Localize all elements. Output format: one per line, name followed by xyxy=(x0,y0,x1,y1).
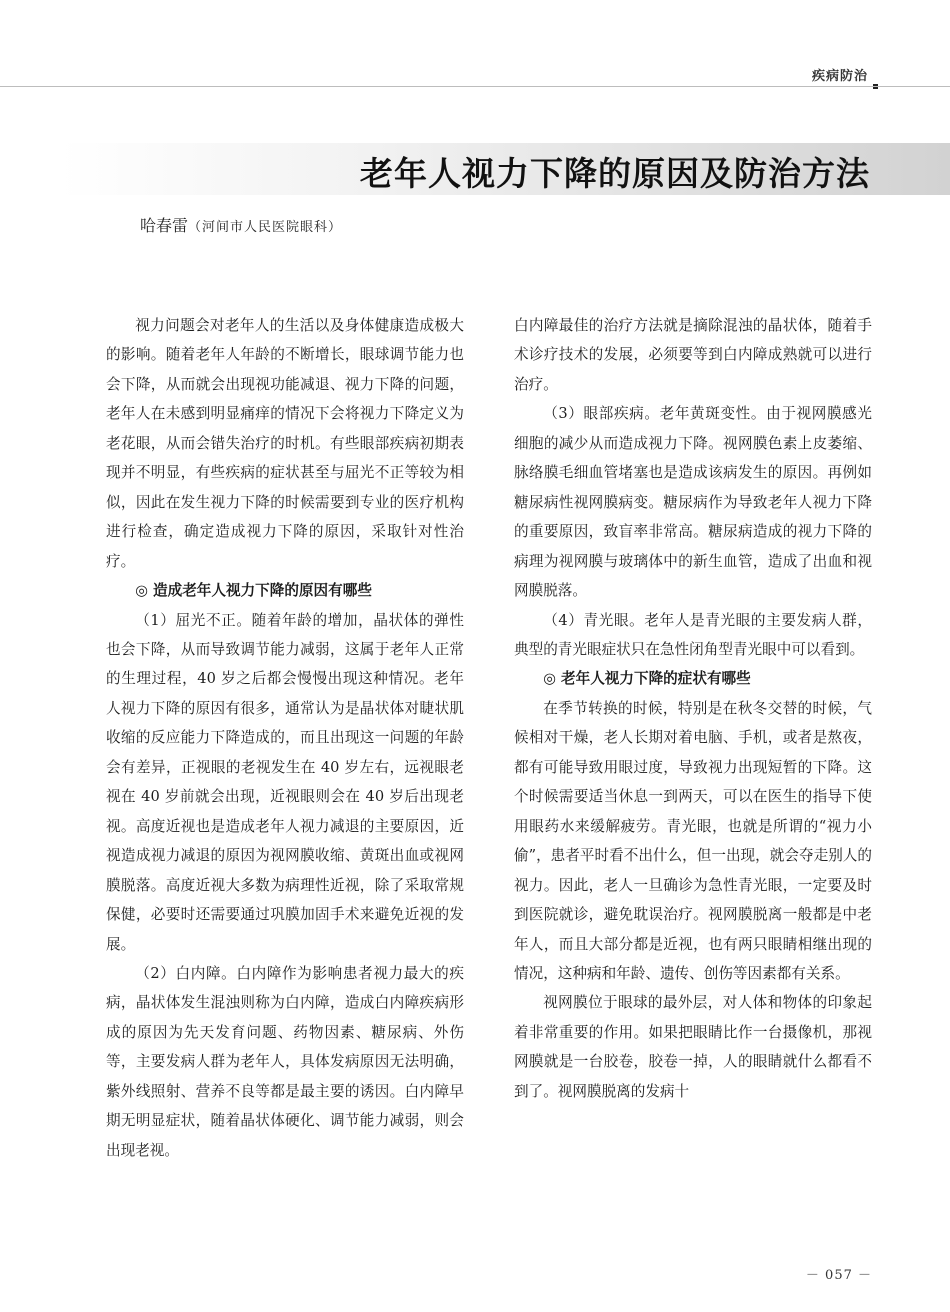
author-name: 哈春雷 xyxy=(140,216,189,235)
article-title: 老年人视力下降的原因及防治方法 xyxy=(360,154,870,193)
paragraph-refractive-error: （1）屈光不正。随着年龄的增加，晶状体的弹性也会下降，从而导致调节能力减弱，这属于老年人正常的生理过程，40 岁之后都会慢慢出现这种情况。老年人视力下降的原因有很多，通常认为是晶状体对睫状肌收缩的反应能力下降造成的，而且出现这一问题的年龄会有差异，正视眼的老视发生在 40 岁左右，远视眼老视在 40 岁前就会出现，近视眼则会在 40 岁后出现老视。高度近视也是造成老年人视力减退的主要原因，近视造成视力减退的原因为视网膜收缩、黄斑出血或视网膜脱落。高度近视大多数为病理性近视，除了采取常规保健，必要时还需要通过巩膜加固手术来避免近视的发展。 xyxy=(106,611,464,953)
left-column xyxy=(106,311,464,1165)
paragraph-cataract: （2）白内障。白内障作为影响患者视力最大的疾病，晶状体发生混浊则称为白内障，造成白内障疾病形成的原因为先天发育问题、药物因素、糖尿病、外伤等，主要发病人群为老年人，具体发病原因无法明确，紫外线照射、营养不良等都是最主要的诱因。白内障早期无明显症状，随着晶状体硬化、调节能力减弱，则会出现老视。 xyxy=(106,964,464,1159)
section-heading-symptoms: ◎ 老年人视力下降的症状有哪些 xyxy=(543,670,751,688)
author-affiliation: （河间市人民医院眼科） xyxy=(188,220,343,235)
byline xyxy=(140,213,342,236)
page-number: － 057 － xyxy=(805,1268,872,1283)
paragraph-eye-disease: （3）眼部疾病。老年黄斑变性。由于视网膜感光细胞的减少从而造成视力下降。视网膜色素上皮萎缩、脉络膜毛细血管堵塞也是造成该病发生的原因。再例如糖尿病性视网膜病变。糖尿病作为导致老年人视力下降的重要原因，致盲率非常高。糖尿病造成的视力下降的病理为视网膜与玻璃体中的新生血管，造成了出血和视网膜脱落。 xyxy=(514,405,872,600)
paragraph-retina: 视网膜位于眼球的最外层，对人体和物体的印象起着非常重要的作用。如果把眼睛比作一台摄像机，那视网膜就是一台胶卷，胶卷一掉，人的眼睛就什么都看不到了。视网膜脱离的发病十 xyxy=(514,994,872,1100)
paragraph-glaucoma: （4）青光眼。老年人是青光眼的主要发病人群，典型的青光眼症状只在急性闭角型青光眼中可以看到。 xyxy=(514,611,872,658)
paragraph-symptoms: 在季节转换的时候，特别是在秋冬交替的时候，气候相对干燥，老人长期对着电脑、手机，或者是熬夜，都有可能导致用眼过度，导致视力出现短暂的下降。这个时候需要适当休息一到两天，可以在医生的指导下使用眼药水来缓解疲劳。青光眼，也就是所谓的“视力小偷”，患者平时看不出什么，但一出现，就会夺走别人的视力。因此，老人一旦确诊为急性青光眼，一定要及时到医院就诊，避免耽误治疗。视网膜脱离一般都是中老年人，而且大部分都是近视，也有两只眼睛相继出现的情况，这种病和年龄、遗传、创伤等因素都有关系。 xyxy=(514,699,872,982)
header-divider xyxy=(0,86,950,87)
right-column xyxy=(514,311,872,1106)
section-label: 疾病防治 xyxy=(811,69,868,84)
paragraph-cataract-continued: 白内障最佳的治疗方法就是摘除混浊的晶状体，随着手术诊疗技术的发展，必须要等到白内障成熟就可以进行治疗。 xyxy=(514,317,872,393)
section-heading-causes: ◎ 造成老年人视力下降的原因有哪些 xyxy=(135,582,372,600)
intro-paragraph: 视力问题会对老年人的生活以及身体健康造成极大的影响。随着老年人年龄的不断增长，眼球调节能力也会下降，从而就会出现视功能减退、视力下降的问题，老年人在未感到明显痛痒的情况下会将视力下降定义为老花眼，从而会错失治疗的时机。有些眼部疾病初期表现并不明显，有些疾病的症状甚至与屈光不正等较为相似，因此在发生视力下降的时候需要到专业的医疗机构进行检查，确定造成视力下降的原因，采取针对性治疗。 xyxy=(106,317,464,570)
